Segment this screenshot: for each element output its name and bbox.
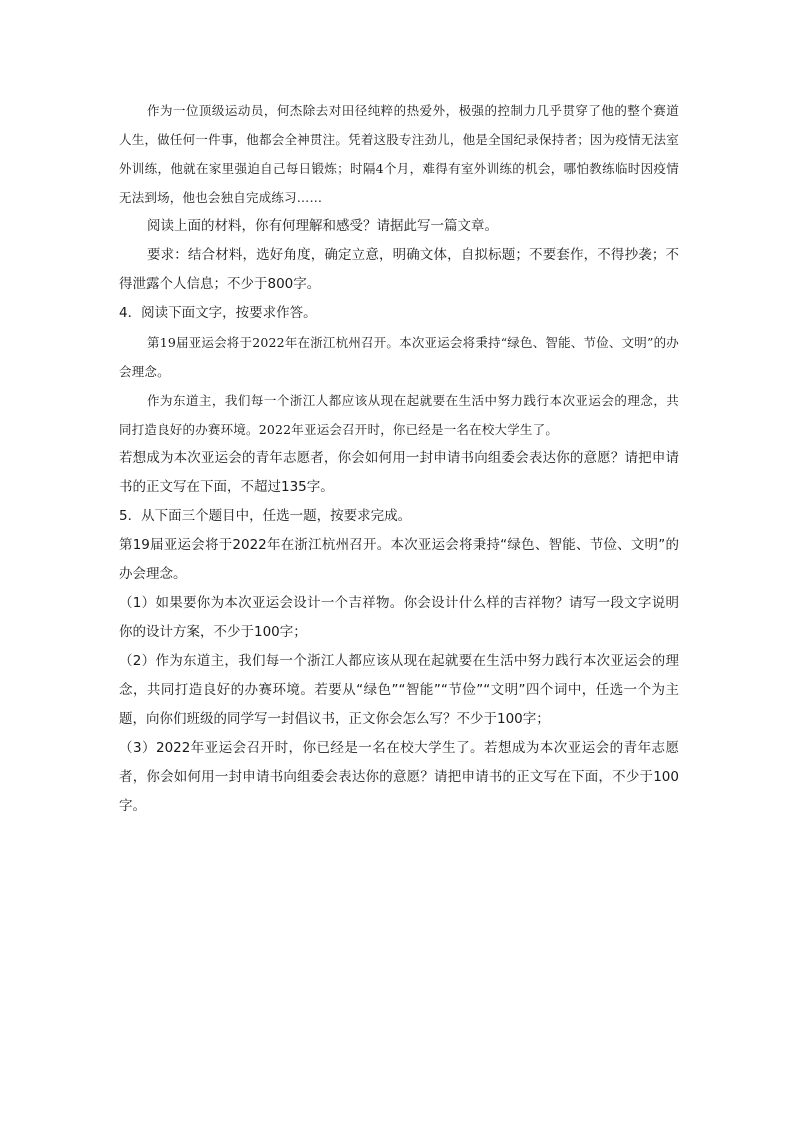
- q4-task: 若想成为本次亚运会的青年志愿者，你会如何用一封申请书向组委会表达你的意愿？请把申请书的正文写在下面，不超过135字。: [119, 450, 679, 495]
- q3-requirements: 要求：结合材料，选好角度，确定立意，明确文体，自拟标题；不要套作，不得抄袭；不得泄露个人信息；不少于800字。: [119, 247, 679, 292]
- q5-option-2: （2）作为东道主，我们每一个浙江人都应该从现在起就要在生活中努力践行本次亚运会的理念，共同打造良好的办赛环境。若要从“绿色”“智能”“节俭”“文明”四个词中，任选一个为主题，向你们班级的同学写一封倡议书，正文你会怎么写？不少于100字；: [119, 653, 679, 727]
- document-body: [119, 96, 679, 821]
- q4-material-2: 作为东道主，我们每一个浙江人都应该从现在起就要在生活中努力践行本次亚运会的理念，共同打造良好的办赛环境。2022年亚运会召开时，你已经是一名在校大学生了。: [119, 393, 679, 437]
- q5-option-3: （3）2022年亚运会召开时，你已经是一名在校大学生了。若想成为本次亚运会的青年志愿者，你会如何用一封申请书向组委会表达你的意愿？请把申请书的正文写在下面，不少于100字。: [119, 740, 679, 814]
- q3-prompt: 阅读上面的材料，你有何理解和感受？请据此写一篇文章。: [147, 218, 498, 234]
- q5-option-1: （1）如果要你为本次亚运会设计一个吉祥物。你会设计什么样的吉祥物？请写一段文字说明你的设计方案，不少于100字；: [119, 595, 679, 640]
- q5-intro: 第19届亚运会将于2022年在浙江杭州召开。本次亚运会将秉持“绿色、智能、节俭、文明”的办会理念。: [119, 537, 679, 582]
- q5-title: 5．从下面三个题目中，任选一题，按要求完成。: [119, 508, 412, 524]
- q4-material-1: 第19届亚运会将于2022年在浙江杭州召开。本次亚运会将秉持“绿色、智能、节俭、文明”的办会理念。: [119, 335, 679, 379]
- q4-title: 4．阅读下面文字，按要求作答。: [119, 305, 317, 321]
- material-paragraph: 作为一位顶级运动员，何杰除去对田径纯粹的热爱外，极强的控制力几乎贯穿了他的整个赛道人生，做任何一件事，他都会全神贯注。凭着这股专注劲儿，他是全国纪录保持者；因为疫情无法室外训练，他就在家里强迫自己每日锻炼；时隔4个月，难得有室外训练的机会，哪怕教练临时因疫情无法到场，他也会独自完成练习……: [119, 103, 679, 205]
